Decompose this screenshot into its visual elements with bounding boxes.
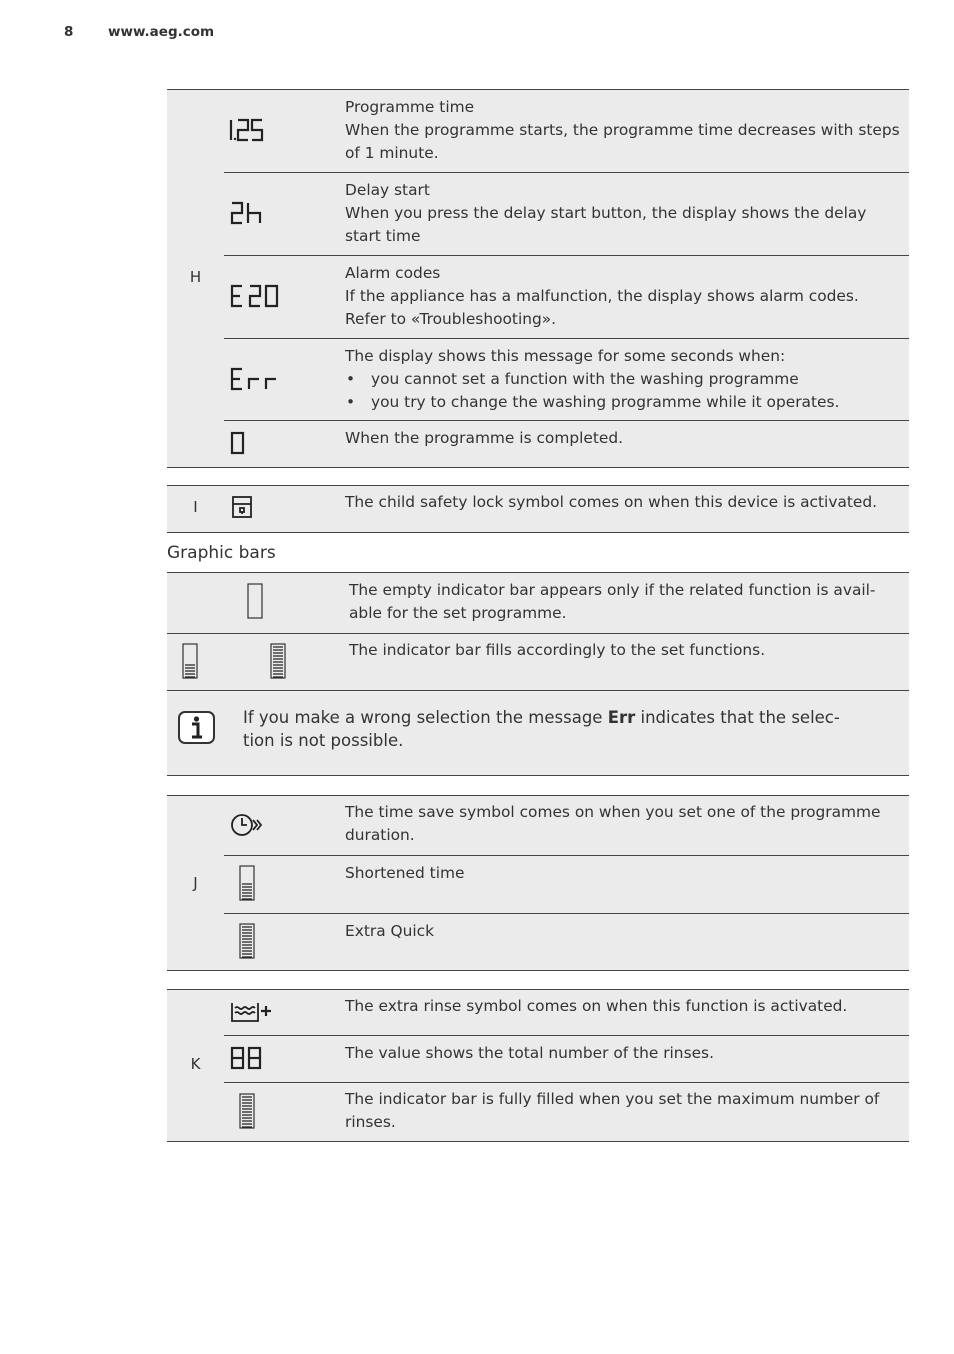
display-0-icon [230,430,248,456]
table-row [224,174,909,256]
half-bar-icon [239,865,257,903]
row-text: The indicator bar is fully filled when you set the maximum number of rinses. [345,1090,880,1131]
info-text [243,707,863,753]
info-text-part: indicates that the selec-tion is not possible. [243,708,840,750]
bullet-item: • you try to change the washing programme while it operates. [345,391,903,414]
table-row [224,915,909,970]
full-bar-icon [239,1093,257,1131]
section-k-table [167,989,909,1142]
row-text: The display shows this message for some seconds when: [345,347,786,365]
display-2h-icon [230,200,270,226]
info-icon [177,710,217,746]
display-e20-icon [230,283,286,309]
row-text: The indicator bar fills accordingly to the set functions. [349,641,766,659]
table-row [224,1084,909,1141]
filling-bar-icon [270,643,288,681]
display-125-icon [229,117,271,143]
empty-bar-icon [247,583,265,621]
table-row [167,634,909,691]
section-i-letter: I [193,498,198,516]
row-text: If the appliance has a malfunction, the display shows alarm codes. Refer to «Troubleshooting». [345,286,859,328]
err-keyword: Err [607,708,636,727]
partial-bar-icon [182,643,200,681]
info-box [167,691,909,776]
section-j-table [167,795,909,971]
extra-rinse-icon [230,999,276,1025]
section-k-letter: K [190,1055,201,1073]
section-i-table [167,485,909,533]
row-text: The empty indicator bar appears only if the related function is avail-able for the set programme. [349,581,876,622]
display-err-icon [230,366,286,392]
row-text: The child safety lock symbol comes on when this device is activated. [345,493,878,511]
row-text: The value shows the total number of the rinses. [345,1044,714,1062]
section-h-table [167,89,909,468]
table-row [224,422,909,467]
table-row [224,857,909,914]
row-title: Programme time [345,98,475,116]
table-row [224,486,909,532]
page-number: 8 [64,24,74,40]
section-j-letter: J [193,874,198,892]
row-text: When the programme starts, the programme time decreases with steps of 1 minute. [345,120,900,162]
table-row [167,573,909,634]
table-row [224,796,909,856]
graphic-bars-heading: Graphic bars [167,543,276,563]
table-row [224,90,909,173]
table-row [224,257,909,339]
table-row [224,1037,909,1083]
section-h-letter: H [189,268,202,286]
site-url: www.aeg.com [108,24,215,40]
table-row [224,990,909,1036]
display-88-icon [230,1045,266,1071]
graphic-bars-table [167,572,909,691]
table-row [224,340,909,421]
time-save-icon [231,812,263,838]
row-text: Shortened time [345,864,465,882]
row-text: When the programme is completed. [345,429,624,447]
row-text: The extra rinse symbol comes on when this function is activated. [345,997,848,1015]
bullet-item: • you cannot set a function with the washing programme [345,368,903,391]
full-bar-icon [239,923,257,961]
child-lock-icon [232,496,254,520]
row-text: The time save symbol comes on when you set one of the programme duration. [345,803,881,844]
page-header [64,24,214,40]
row-text: When you press the delay start button, the display shows the delay start time [345,203,867,245]
row-text: Extra Quick [345,922,435,940]
info-text-part: If you make a wrong selection the message [243,708,608,727]
row-title: Delay start [345,181,430,199]
row-title: Alarm codes [345,264,441,282]
